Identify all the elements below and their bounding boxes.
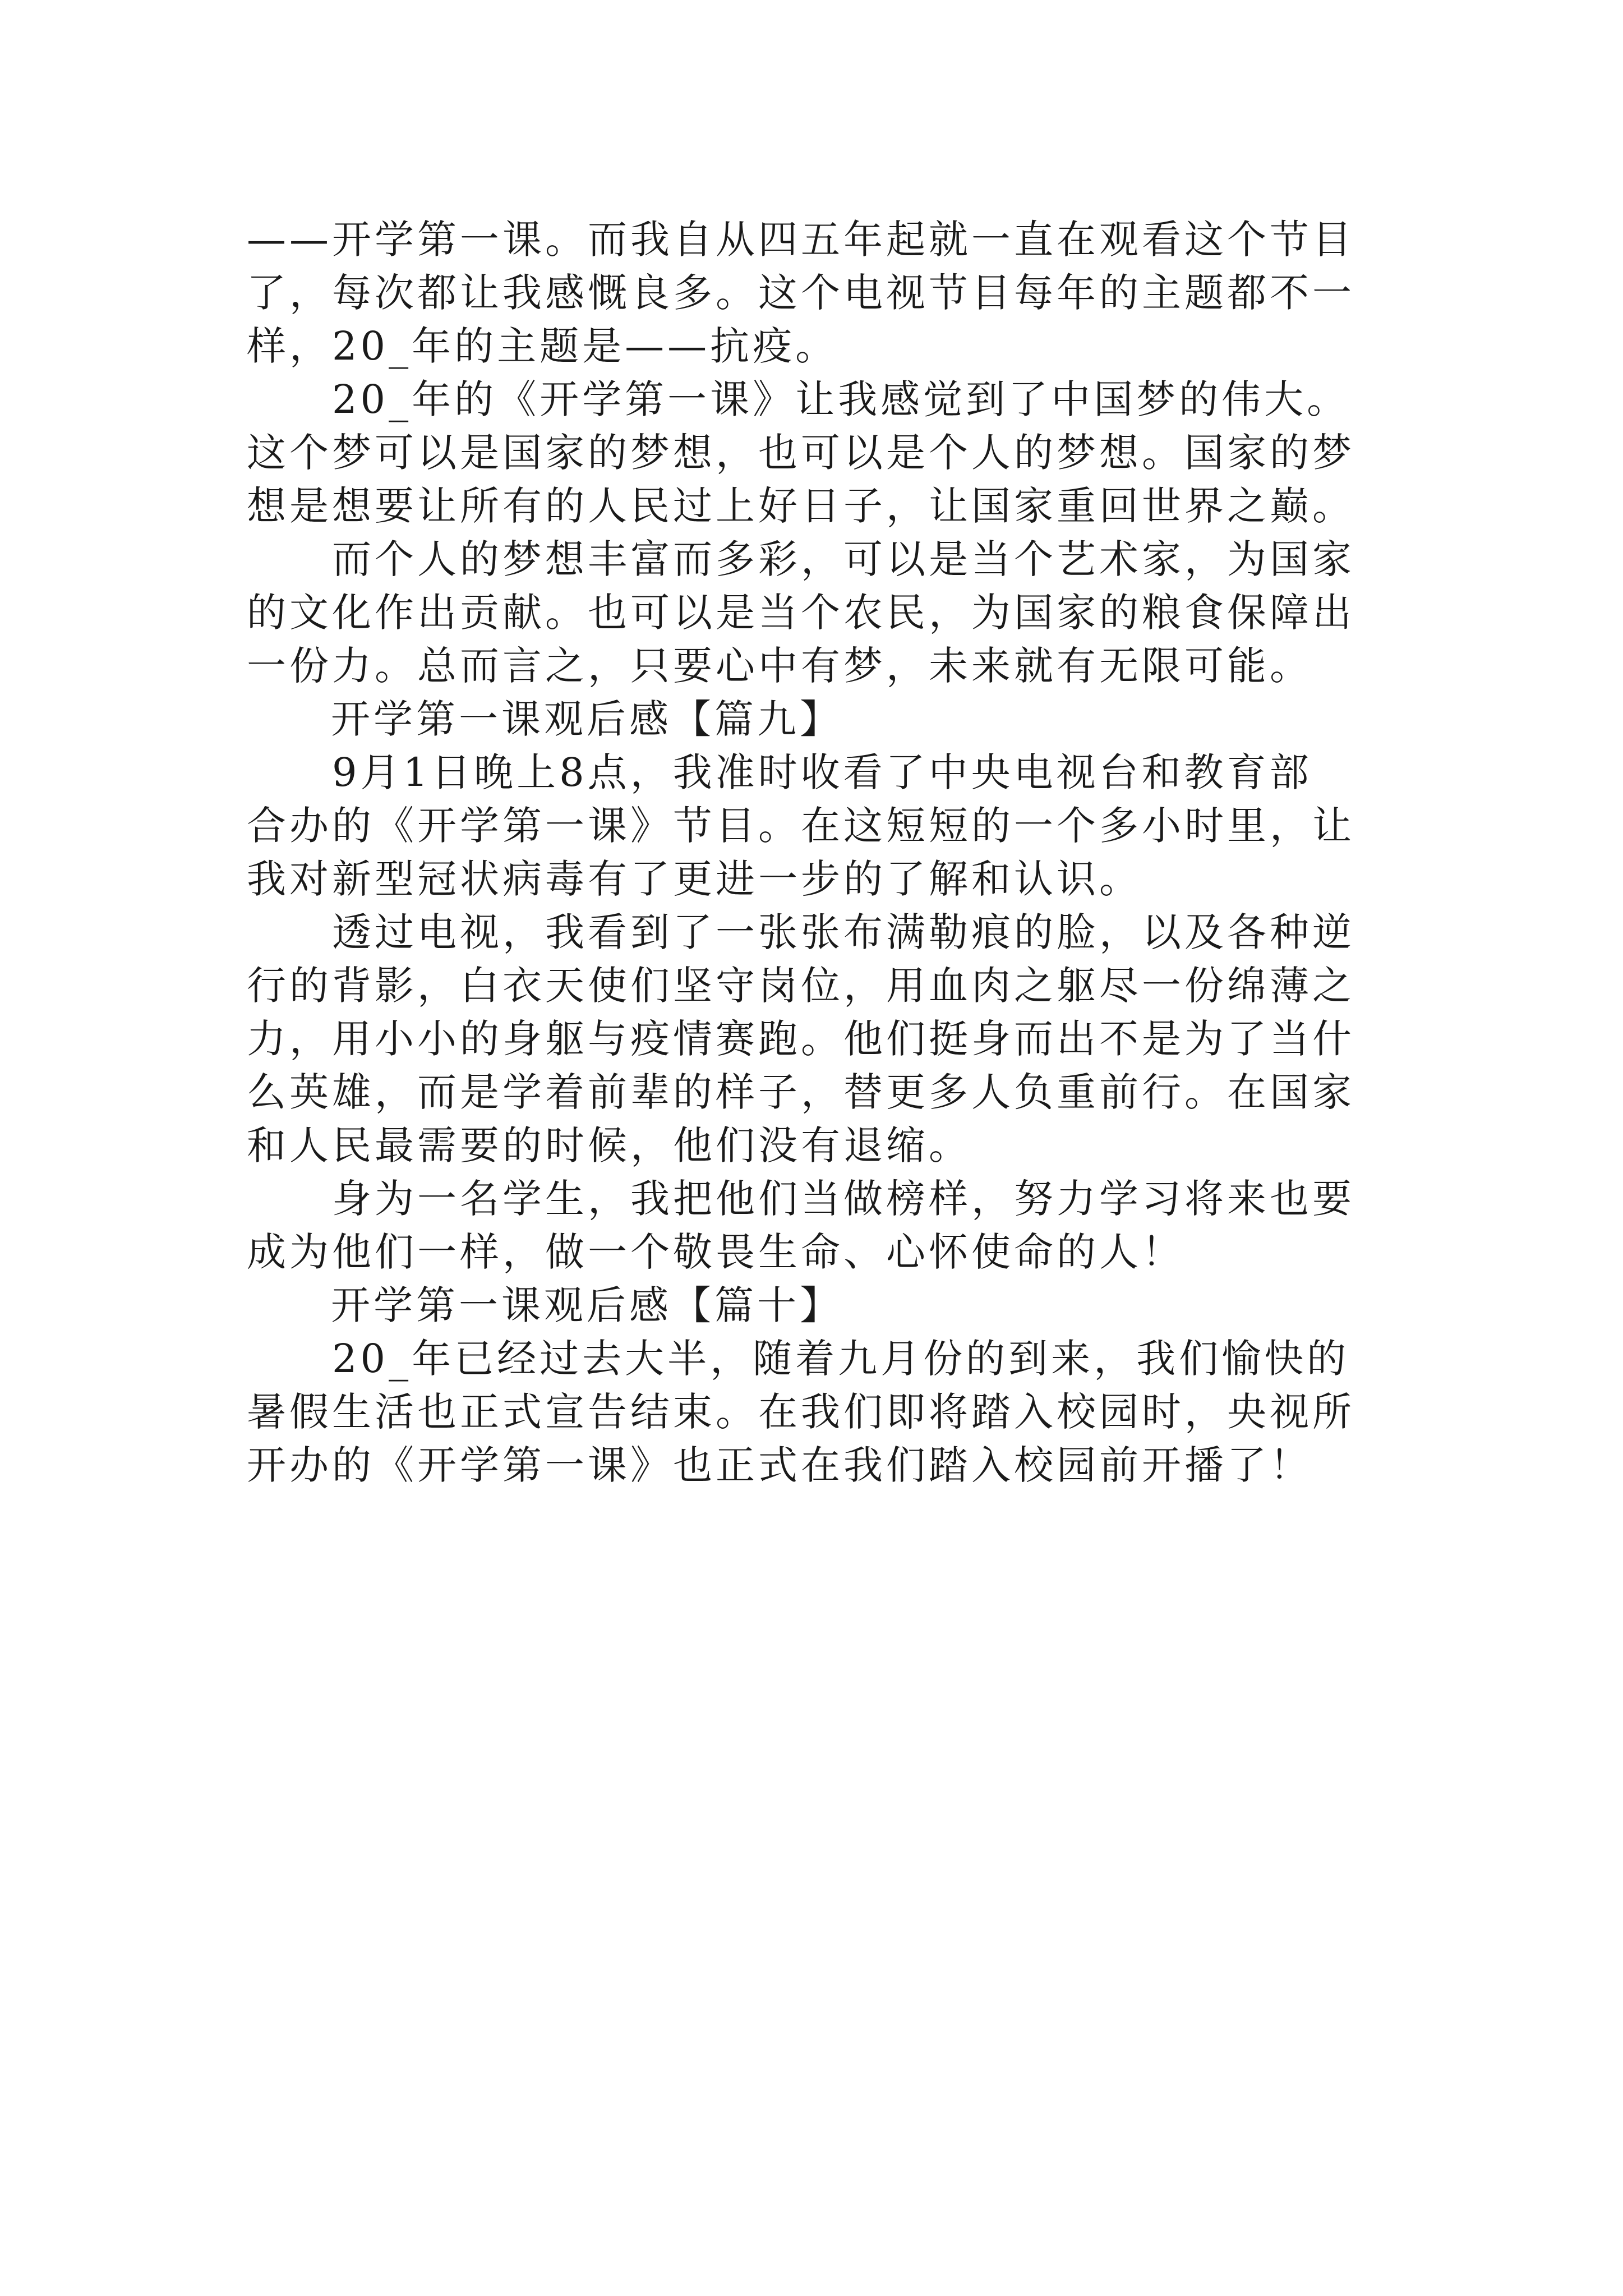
paragraph-chinese-dream: 20_年的《开学第一课》让我感觉到了中国梦的伟大。 这个梦可以是国家的梦想，也可以是个人的梦想。国家的梦 想是想要让所有的人民过上好日子，让国家重回世界之巅。	[247, 376, 1355, 529]
paragraph-september-first: 9月1日晚上8点，我准时收看了中央电视台和教育部 合办的《开学第一课》节目。在这短短的一个多小时里，让 我对新型冠状病毒有了更进一步的了解和认识。	[247, 749, 1355, 902]
paragraph-continued-intro: ——开学第一课。而我自从四五年起就一直在观看这个节目 了，每次都让我感慨良多。这个电视节目每年的主题都不一 样，20_年的主题是——抗疫。	[247, 217, 1355, 369]
paragraph-personal-dream: 而个人的梦想丰富而多彩，可以是当个艺术家，为国家 的文化作出贡献。也可以是当个农民，为国家的粮食保障出 一份力。总而言之，只要心中有梦，未来就有无限可能。	[247, 536, 1355, 689]
paragraph-through-tv: 透过电视，我看到了一张张布满勒痕的脸，以及各种逆 行的背影，白衣天使们坚守岗位，用血肉之躯尽一份绵薄之 力，用小小的身躯与疫情赛跑。他们挺身而出不是为了当什 么英雄，而是学着前辈的样子，替更多人负重前行。在国家 和人民最需要的时候，他们没有退缩。	[247, 909, 1355, 1168]
paragraph-as-a-student: 身为一名学生，我把他们当做榜样，努力学习将来也要 成为他们一样，做一个敬畏生命、心怀使命的人！	[247, 1176, 1355, 1275]
document-body	[247, 213, 1391, 1492]
section-heading-part-ten: 开学第一课观后感【篇十】	[331, 1282, 842, 1328]
paragraph-summer-end: 20_年已经过去大半，随着九月份的到来，我们愉快的 暑假生活也正式宣告结束。在我们即将踏入校园时，央视所 开办的《开学第一课》也正式在我们踏入校园前开播了！	[247, 1336, 1355, 1488]
section-heading-part-nine: 开学第一课观后感【篇九】	[331, 696, 842, 742]
